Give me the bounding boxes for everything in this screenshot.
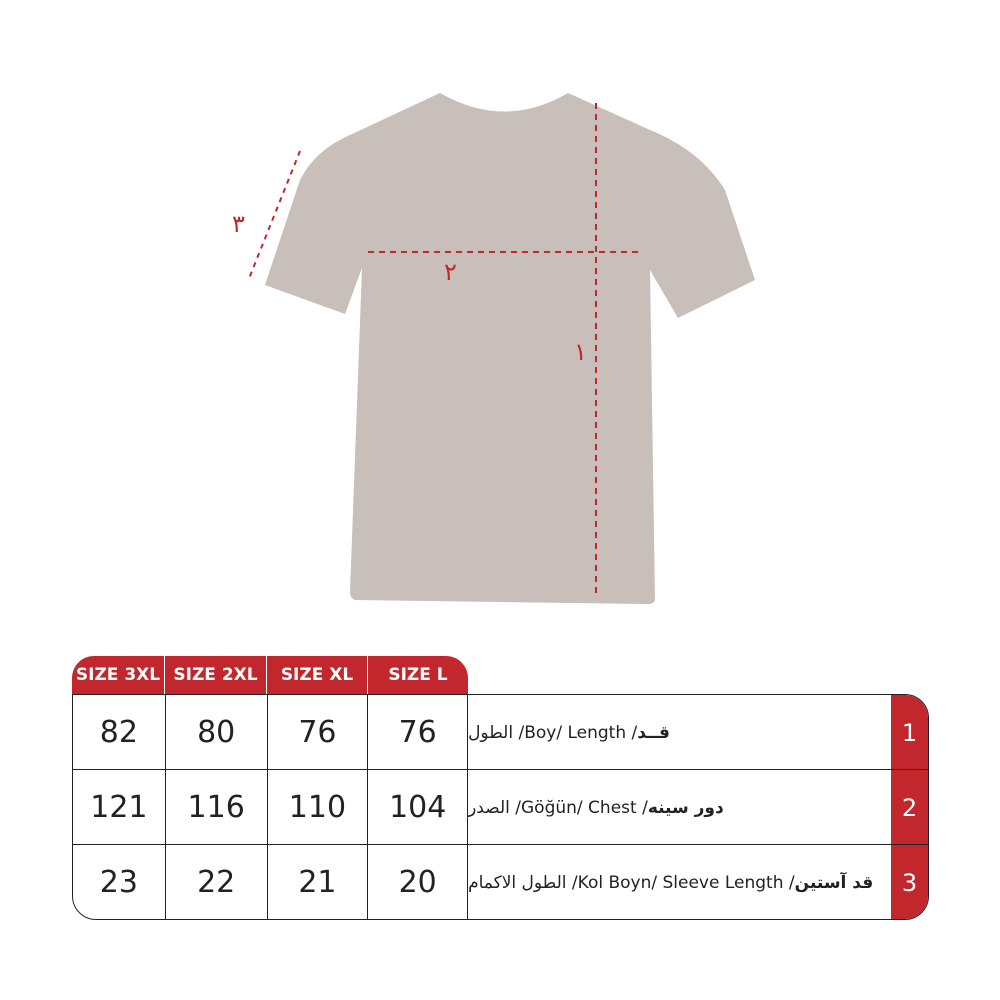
value-xl: 21: [268, 845, 369, 920]
length-marker: ۱: [574, 338, 587, 366]
value-2xl: 80: [166, 695, 268, 770]
sleeve-marker: ۳: [232, 210, 245, 238]
header-size-3xl: SIZE 3XL: [72, 656, 165, 694]
row-label: [468, 770, 891, 845]
table-row: [73, 770, 928, 845]
row-label: [468, 695, 891, 770]
value-3xl: 82: [73, 695, 166, 770]
value-l: 104: [368, 770, 468, 845]
row-label-rest: / Kol Boyn/ Sleeve Length/ الطول الاکمام: [468, 872, 795, 893]
header-size-l: SIZE L: [368, 656, 468, 694]
row-label: [468, 845, 891, 920]
value-xl: 76: [268, 695, 369, 770]
value-3xl: 23: [73, 845, 166, 920]
value-2xl: 116: [166, 770, 268, 845]
value-l: 20: [368, 845, 468, 920]
header-size-2xl: SIZE 2XL: [165, 656, 267, 694]
header-size-xl: SIZE XL: [267, 656, 368, 694]
row-label-rest: / Boy/ Length/ الطول: [468, 722, 638, 743]
value-l: 76: [368, 695, 468, 770]
row-label-rest: / Göğün/ Chest/ الصدر: [468, 797, 648, 818]
row-label-bold: دور سینه: [647, 797, 724, 818]
value-2xl: 22: [166, 845, 268, 920]
table-row: [73, 695, 928, 770]
row-number: 1: [891, 695, 928, 770]
size-table: [72, 694, 929, 920]
value-3xl: 121: [73, 770, 166, 845]
row-number: 3: [891, 845, 928, 920]
row-label-bold: قــد: [637, 722, 670, 743]
row-number: 2: [891, 770, 928, 845]
tshirt-shape: [265, 93, 755, 604]
size-header-row: [72, 656, 468, 694]
table-row: [73, 845, 928, 920]
chest-marker: ۲: [444, 258, 457, 286]
value-xl: 110: [268, 770, 369, 845]
row-label-bold: قد آستین: [794, 872, 874, 893]
